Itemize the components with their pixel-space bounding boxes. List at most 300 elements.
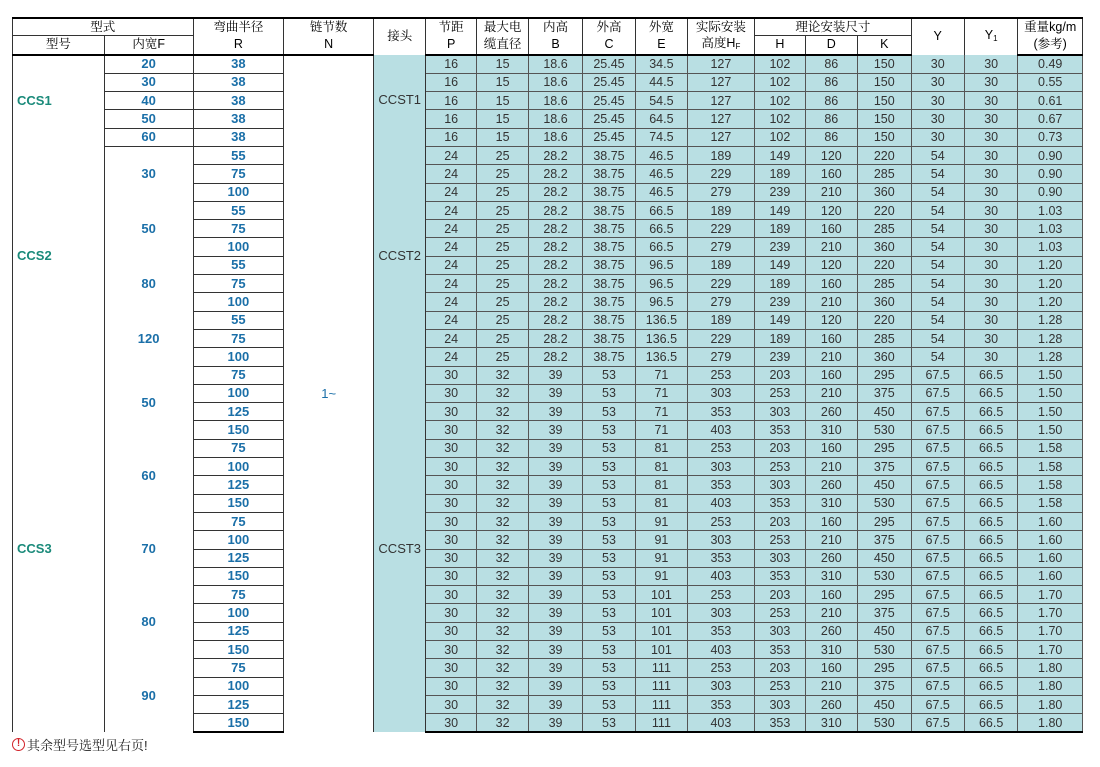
outer-width-cell: 96.5 bbox=[636, 293, 687, 311]
k-cell: 295 bbox=[858, 586, 911, 604]
d-cell: 210 bbox=[805, 458, 857, 476]
k-cell: 375 bbox=[858, 604, 911, 622]
pitch-cell: 30 bbox=[426, 476, 476, 494]
max-cable-cell: 25 bbox=[476, 201, 528, 219]
max-cable-cell: 25 bbox=[476, 329, 528, 347]
k-cell: 530 bbox=[858, 567, 911, 585]
outer-height-cell: 25.45 bbox=[582, 55, 635, 74]
outer-width-cell: 96.5 bbox=[636, 256, 687, 274]
outer-width-cell: 91 bbox=[636, 512, 687, 530]
h-cell: 149 bbox=[755, 146, 805, 164]
install-height-cell: 279 bbox=[687, 293, 755, 311]
install-height-cell: 253 bbox=[687, 659, 755, 677]
weight-cell: 1.60 bbox=[1018, 567, 1083, 585]
inner-height-cell: 18.6 bbox=[529, 110, 582, 128]
max-cable-cell: 25 bbox=[476, 220, 528, 238]
install-height-cell: 127 bbox=[687, 55, 755, 74]
weight-cell: 0.73 bbox=[1018, 128, 1083, 146]
inner-height-cell: 28.2 bbox=[529, 183, 582, 201]
weight-cell: 1.70 bbox=[1018, 641, 1083, 659]
install-height-cell: 403 bbox=[687, 641, 755, 659]
inner-height-cell: 39 bbox=[529, 421, 582, 439]
model-header: 型号 bbox=[13, 36, 105, 55]
y-cell: 54 bbox=[911, 293, 964, 311]
outer-width-cell: 66.5 bbox=[636, 201, 687, 219]
install-height-cell: 303 bbox=[687, 604, 755, 622]
bend-radius-cell: 75 bbox=[193, 586, 284, 604]
outer-width-cell: 54.5 bbox=[636, 92, 687, 110]
y-cell: 54 bbox=[911, 238, 964, 256]
weight-cell: 1.60 bbox=[1018, 531, 1083, 549]
bend-radius-cell: 55 bbox=[193, 311, 284, 329]
weight-cell: 1.50 bbox=[1018, 403, 1083, 421]
inner-height-cell: 39 bbox=[529, 476, 582, 494]
y-header: Y bbox=[911, 18, 964, 55]
h-cell: 303 bbox=[755, 622, 805, 640]
weight-cell: 1.58 bbox=[1018, 439, 1083, 457]
y-cell: 67.5 bbox=[911, 421, 964, 439]
inner-height-cell: 28.2 bbox=[529, 165, 582, 183]
pitch-cell: 30 bbox=[426, 384, 476, 402]
outer-height-cell: 38.75 bbox=[582, 329, 635, 347]
y1-cell: 66.5 bbox=[964, 512, 1017, 530]
k-cell: 220 bbox=[858, 311, 911, 329]
max-cable-cell: 32 bbox=[476, 476, 528, 494]
y1-cell: 30 bbox=[964, 55, 1017, 74]
outer-height-cell: 53 bbox=[582, 695, 635, 713]
table-row bbox=[13, 366, 1083, 384]
bend-radius-cell: 38 bbox=[193, 110, 284, 128]
k-cell: 220 bbox=[858, 256, 911, 274]
outer-width-cell: 101 bbox=[636, 586, 687, 604]
outer-height-cell: 38.75 bbox=[582, 275, 635, 293]
inner-height-cell: 39 bbox=[529, 494, 582, 512]
inner-height-cell: 39 bbox=[529, 604, 582, 622]
d-cell: 86 bbox=[805, 92, 857, 110]
k-cell: 285 bbox=[858, 165, 911, 183]
inner-height-cell: 28.2 bbox=[529, 201, 582, 219]
weight-cell: 1.80 bbox=[1018, 695, 1083, 713]
outer-width-symbol: E bbox=[636, 36, 687, 55]
install-height-cell: 353 bbox=[687, 695, 755, 713]
inner-width-cell: 120 bbox=[104, 311, 193, 366]
y1-cell: 66.5 bbox=[964, 439, 1017, 457]
inner-height-cell: 28.2 bbox=[529, 348, 582, 366]
pitch-cell: 24 bbox=[426, 329, 476, 347]
max-cable-cell: 25 bbox=[476, 275, 528, 293]
inner-width-cell: 20 bbox=[104, 55, 193, 74]
inner-height-cell: 39 bbox=[529, 567, 582, 585]
outer-width-cell: 136.5 bbox=[636, 311, 687, 329]
y-cell: 54 bbox=[911, 311, 964, 329]
install-height-cell: 229 bbox=[687, 275, 755, 293]
max-cable-cell: 32 bbox=[476, 586, 528, 604]
outer-width-cell: 111 bbox=[636, 659, 687, 677]
outer-width-cell: 111 bbox=[636, 695, 687, 713]
inner-width-cell: 70 bbox=[104, 512, 193, 585]
inner-height-cell: 28.2 bbox=[529, 256, 582, 274]
table-header bbox=[13, 18, 1083, 55]
pitch-cell: 16 bbox=[426, 55, 476, 74]
weight-cell: 0.61 bbox=[1018, 92, 1083, 110]
outer-width-cell: 96.5 bbox=[636, 275, 687, 293]
pitch-cell: 30 bbox=[426, 403, 476, 421]
y-cell: 67.5 bbox=[911, 531, 964, 549]
d-cell: 160 bbox=[805, 275, 857, 293]
bend-radius-cell: 38 bbox=[193, 55, 284, 74]
weight-cell: 0.55 bbox=[1018, 73, 1083, 91]
y-cell: 67.5 bbox=[911, 384, 964, 402]
weight-cell: 1.50 bbox=[1018, 366, 1083, 384]
outer-height-cell: 53 bbox=[582, 622, 635, 640]
y1-cell: 66.5 bbox=[964, 421, 1017, 439]
y1-cell: 30 bbox=[964, 110, 1017, 128]
inner-height-cell: 39 bbox=[529, 659, 582, 677]
weight-cell: 1.58 bbox=[1018, 458, 1083, 476]
k-cell: 360 bbox=[858, 238, 911, 256]
exclamation-circle-icon: ! bbox=[12, 738, 25, 751]
inner-height-cell: 18.6 bbox=[529, 92, 582, 110]
y-cell: 67.5 bbox=[911, 659, 964, 677]
max-cable-cell: 32 bbox=[476, 659, 528, 677]
install-height-cell: 279 bbox=[687, 238, 755, 256]
inner-height-cell: 39 bbox=[529, 366, 582, 384]
d-cell: 120 bbox=[805, 311, 857, 329]
outer-width-cell: 66.5 bbox=[636, 220, 687, 238]
d-cell: 210 bbox=[805, 384, 857, 402]
max-cable-cell: 25 bbox=[476, 293, 528, 311]
install-height-cell: 279 bbox=[687, 183, 755, 201]
bend-radius-cell: 150 bbox=[193, 714, 284, 733]
install-height-cell: 353 bbox=[687, 476, 755, 494]
d-cell: 86 bbox=[805, 110, 857, 128]
bend-radius-cell: 100 bbox=[193, 604, 284, 622]
bend-radius-cell: 100 bbox=[193, 458, 284, 476]
d-cell: 160 bbox=[805, 586, 857, 604]
max-cable-cell: 32 bbox=[476, 494, 528, 512]
outer-height-cell: 53 bbox=[582, 512, 635, 530]
d-cell: 120 bbox=[805, 256, 857, 274]
h-cell: 353 bbox=[755, 494, 805, 512]
h-cell: 102 bbox=[755, 92, 805, 110]
k-cell: 530 bbox=[858, 494, 911, 512]
inner-height-cell: 18.6 bbox=[529, 55, 582, 74]
max-cable-cell: 32 bbox=[476, 403, 528, 421]
table-row bbox=[13, 659, 1083, 677]
install-height-cell: 253 bbox=[687, 439, 755, 457]
d-cell: 310 bbox=[805, 641, 857, 659]
h-cell: 102 bbox=[755, 55, 805, 74]
k-cell: 375 bbox=[858, 384, 911, 402]
outer-width-cell: 81 bbox=[636, 494, 687, 512]
weight-cell: 1.28 bbox=[1018, 311, 1083, 329]
h-cell: 353 bbox=[755, 641, 805, 659]
outer-width-cell: 101 bbox=[636, 641, 687, 659]
outer-height-cell: 53 bbox=[582, 476, 635, 494]
k-cell: 150 bbox=[858, 110, 911, 128]
weight-cell: 1.58 bbox=[1018, 494, 1083, 512]
inner-height-cell: 39 bbox=[529, 384, 582, 402]
install-height-cell: 253 bbox=[687, 586, 755, 604]
outer-width-cell: 71 bbox=[636, 366, 687, 384]
y1-cell: 66.5 bbox=[964, 604, 1017, 622]
pitch-cell: 24 bbox=[426, 220, 476, 238]
outer-width-cell: 91 bbox=[636, 549, 687, 567]
pitch-cell: 30 bbox=[426, 586, 476, 604]
bend-radius-cell: 100 bbox=[193, 531, 284, 549]
pitch-symbol: P bbox=[426, 36, 476, 55]
y-cell: 67.5 bbox=[911, 512, 964, 530]
h-cell: 239 bbox=[755, 183, 805, 201]
install-height-header: 实际安装 bbox=[687, 18, 755, 36]
table-row bbox=[13, 256, 1083, 274]
model-cell: CCS3 bbox=[13, 366, 105, 732]
k-cell: 450 bbox=[858, 403, 911, 421]
y1-cell: 66.5 bbox=[964, 549, 1017, 567]
y-cell: 67.5 bbox=[911, 549, 964, 567]
install-height-cell: 303 bbox=[687, 384, 755, 402]
d-cell: 210 bbox=[805, 238, 857, 256]
max-cable-cell: 25 bbox=[476, 183, 528, 201]
d-cell: 260 bbox=[805, 622, 857, 640]
install-height-cell: 303 bbox=[687, 677, 755, 695]
h-cell: 253 bbox=[755, 384, 805, 402]
install-height-cell: 403 bbox=[687, 421, 755, 439]
max-cable-cell: 32 bbox=[476, 641, 528, 659]
max-cable-cell: 32 bbox=[476, 531, 528, 549]
inner-height-header: 内高 bbox=[529, 18, 582, 36]
y1-cell: 66.5 bbox=[964, 531, 1017, 549]
y1-cell: 30 bbox=[964, 165, 1017, 183]
pitch-cell: 30 bbox=[426, 366, 476, 384]
pitch-cell: 30 bbox=[426, 494, 476, 512]
k-cell: 150 bbox=[858, 73, 911, 91]
y1-cell: 30 bbox=[964, 220, 1017, 238]
y1-cell: 30 bbox=[964, 256, 1017, 274]
bend-radius-cell: 75 bbox=[193, 329, 284, 347]
bend-radius-cell: 100 bbox=[193, 238, 284, 256]
joint-cell: CCST2 bbox=[374, 146, 426, 366]
h-cell: 203 bbox=[755, 659, 805, 677]
y-cell: 67.5 bbox=[911, 586, 964, 604]
inner-width-cell: 50 bbox=[104, 201, 193, 256]
install-height-cell: 403 bbox=[687, 494, 755, 512]
inner-width-cell: 30 bbox=[104, 146, 193, 201]
y-cell: 30 bbox=[911, 92, 964, 110]
bend-radius-cell: 125 bbox=[193, 403, 284, 421]
pitch-cell: 30 bbox=[426, 659, 476, 677]
table-row bbox=[13, 201, 1083, 219]
install-height-cell: 127 bbox=[687, 128, 755, 146]
k-cell: 220 bbox=[858, 201, 911, 219]
bend-radius-cell: 100 bbox=[193, 677, 284, 695]
h-cell: 253 bbox=[755, 531, 805, 549]
max-cable-header-2: 缆直径 bbox=[476, 36, 528, 55]
inner-height-cell: 39 bbox=[529, 677, 582, 695]
h-cell: 203 bbox=[755, 439, 805, 457]
y1-cell: 66.5 bbox=[964, 695, 1017, 713]
y-cell: 54 bbox=[911, 146, 964, 164]
k-cell: 285 bbox=[858, 220, 911, 238]
model-cell: CCS1 bbox=[13, 55, 105, 147]
y1-cell: 66.5 bbox=[964, 384, 1017, 402]
d-cell: 260 bbox=[805, 695, 857, 713]
d-cell: 160 bbox=[805, 165, 857, 183]
y1-cell: 30 bbox=[964, 146, 1017, 164]
bend-radius-cell: 55 bbox=[193, 146, 284, 164]
h-cell: 253 bbox=[755, 458, 805, 476]
h-cell: 303 bbox=[755, 549, 805, 567]
y-cell: 67.5 bbox=[911, 458, 964, 476]
install-height-cell: 303 bbox=[687, 458, 755, 476]
outer-height-cell: 53 bbox=[582, 641, 635, 659]
inner-height-cell: 39 bbox=[529, 549, 582, 567]
install-height-cell: 279 bbox=[687, 348, 755, 366]
spec-table-container bbox=[12, 17, 1083, 733]
outer-height-cell: 25.45 bbox=[582, 110, 635, 128]
y-cell: 54 bbox=[911, 201, 964, 219]
links-cell: 1~ bbox=[284, 55, 374, 733]
links-symbol: N bbox=[284, 36, 374, 55]
max-cable-cell: 25 bbox=[476, 311, 528, 329]
max-cable-cell: 32 bbox=[476, 567, 528, 585]
h-cell: 189 bbox=[755, 275, 805, 293]
k-cell: 360 bbox=[858, 293, 911, 311]
outer-height-cell: 38.75 bbox=[582, 256, 635, 274]
outer-height-cell: 25.45 bbox=[582, 73, 635, 91]
inner-height-cell: 28.2 bbox=[529, 238, 582, 256]
outer-width-cell: 81 bbox=[636, 458, 687, 476]
inner-height-cell: 28.2 bbox=[529, 275, 582, 293]
bend-radius-header: 弯曲半径 bbox=[193, 18, 284, 36]
y-cell: 67.5 bbox=[911, 714, 964, 733]
bend-radius-cell: 125 bbox=[193, 622, 284, 640]
bend-radius-cell: 100 bbox=[193, 183, 284, 201]
inner-height-cell: 18.6 bbox=[529, 128, 582, 146]
d-cell: 160 bbox=[805, 439, 857, 457]
y-cell: 67.5 bbox=[911, 366, 964, 384]
h-cell: 102 bbox=[755, 110, 805, 128]
k-cell: 450 bbox=[858, 549, 911, 567]
table-row bbox=[13, 586, 1083, 604]
bend-radius-cell: 75 bbox=[193, 275, 284, 293]
d-cell: 260 bbox=[805, 403, 857, 421]
inner-width-cell: 60 bbox=[104, 439, 193, 512]
outer-height-cell: 53 bbox=[582, 714, 635, 733]
y-cell: 67.5 bbox=[911, 677, 964, 695]
h-cell: 149 bbox=[755, 256, 805, 274]
h-cell: 203 bbox=[755, 586, 805, 604]
outer-width-cell: 66.5 bbox=[636, 238, 687, 256]
outer-height-cell: 53 bbox=[582, 439, 635, 457]
weight-cell: 1.60 bbox=[1018, 549, 1083, 567]
outer-width-cell: 81 bbox=[636, 439, 687, 457]
table-row bbox=[13, 512, 1083, 530]
inner-height-cell: 39 bbox=[529, 641, 582, 659]
pitch-cell: 24 bbox=[426, 256, 476, 274]
inner-height-cell: 39 bbox=[529, 586, 582, 604]
y1-cell: 30 bbox=[964, 238, 1017, 256]
d-cell: 86 bbox=[805, 55, 857, 74]
h-cell: 189 bbox=[755, 329, 805, 347]
k-cell: 530 bbox=[858, 641, 911, 659]
outer-height-cell: 53 bbox=[582, 403, 635, 421]
y1-cell: 66.5 bbox=[964, 476, 1017, 494]
bend-radius-cell: 38 bbox=[193, 92, 284, 110]
k-cell: 530 bbox=[858, 714, 911, 733]
weight-cell: 0.90 bbox=[1018, 183, 1083, 201]
y1-cell: 30 bbox=[964, 311, 1017, 329]
y-cell: 67.5 bbox=[911, 695, 964, 713]
pitch-cell: 30 bbox=[426, 531, 476, 549]
k-cell: 285 bbox=[858, 275, 911, 293]
y-cell: 67.5 bbox=[911, 604, 964, 622]
d-cell: 160 bbox=[805, 366, 857, 384]
pitch-cell: 24 bbox=[426, 311, 476, 329]
y1-cell: 30 bbox=[964, 348, 1017, 366]
bend-radius-cell: 75 bbox=[193, 512, 284, 530]
max-cable-cell: 25 bbox=[476, 165, 528, 183]
k-cell: 375 bbox=[858, 531, 911, 549]
inner-width-header: 内宽F bbox=[104, 36, 193, 55]
y1-cell: 66.5 bbox=[964, 366, 1017, 384]
inner-height-cell: 39 bbox=[529, 695, 582, 713]
bend-radius-cell: 38 bbox=[193, 73, 284, 91]
y-cell: 30 bbox=[911, 110, 964, 128]
y1-cell: 66.5 bbox=[964, 494, 1017, 512]
inner-width-cell: 60 bbox=[104, 128, 193, 146]
d-cell: 210 bbox=[805, 604, 857, 622]
links-header: 链节数 bbox=[284, 18, 374, 36]
weight-cell: 0.90 bbox=[1018, 146, 1083, 164]
install-height-header-2: 高度$H_F$ bbox=[687, 36, 755, 55]
joint-header: 接头 bbox=[374, 18, 426, 55]
y-cell: 67.5 bbox=[911, 567, 964, 585]
max-cable-cell: 25 bbox=[476, 256, 528, 274]
outer-width-cell: 71 bbox=[636, 403, 687, 421]
k-header: K bbox=[858, 36, 911, 55]
max-cable-cell: 15 bbox=[476, 128, 528, 146]
bend-radius-cell: 150 bbox=[193, 421, 284, 439]
outer-width-cell: 44.5 bbox=[636, 73, 687, 91]
y1-cell: 66.5 bbox=[964, 641, 1017, 659]
y1-cell: 66.5 bbox=[964, 714, 1017, 733]
table-row bbox=[13, 128, 1083, 146]
d-cell: 310 bbox=[805, 567, 857, 585]
k-cell: 360 bbox=[858, 183, 911, 201]
install-height-cell: 189 bbox=[687, 201, 755, 219]
pitch-cell: 16 bbox=[426, 110, 476, 128]
pitch-cell: 30 bbox=[426, 512, 476, 530]
pitch-cell: 30 bbox=[426, 714, 476, 733]
weight-header-2: (参考) bbox=[1018, 36, 1083, 55]
model-cell: CCS2 bbox=[13, 146, 105, 366]
max-cable-cell: 32 bbox=[476, 366, 528, 384]
bend-radius-cell: 75 bbox=[193, 659, 284, 677]
k-cell: 285 bbox=[858, 329, 911, 347]
d-cell: 86 bbox=[805, 128, 857, 146]
h-cell: 239 bbox=[755, 238, 805, 256]
y-cell: 54 bbox=[911, 256, 964, 274]
install-height-cell: 229 bbox=[687, 329, 755, 347]
outer-width-cell: 46.5 bbox=[636, 146, 687, 164]
pitch-cell: 30 bbox=[426, 677, 476, 695]
inner-height-cell: 39 bbox=[529, 403, 582, 421]
h-cell: 149 bbox=[755, 201, 805, 219]
pitch-cell: 24 bbox=[426, 348, 476, 366]
table-row bbox=[13, 73, 1083, 91]
inner-height-cell: 28.2 bbox=[529, 311, 582, 329]
